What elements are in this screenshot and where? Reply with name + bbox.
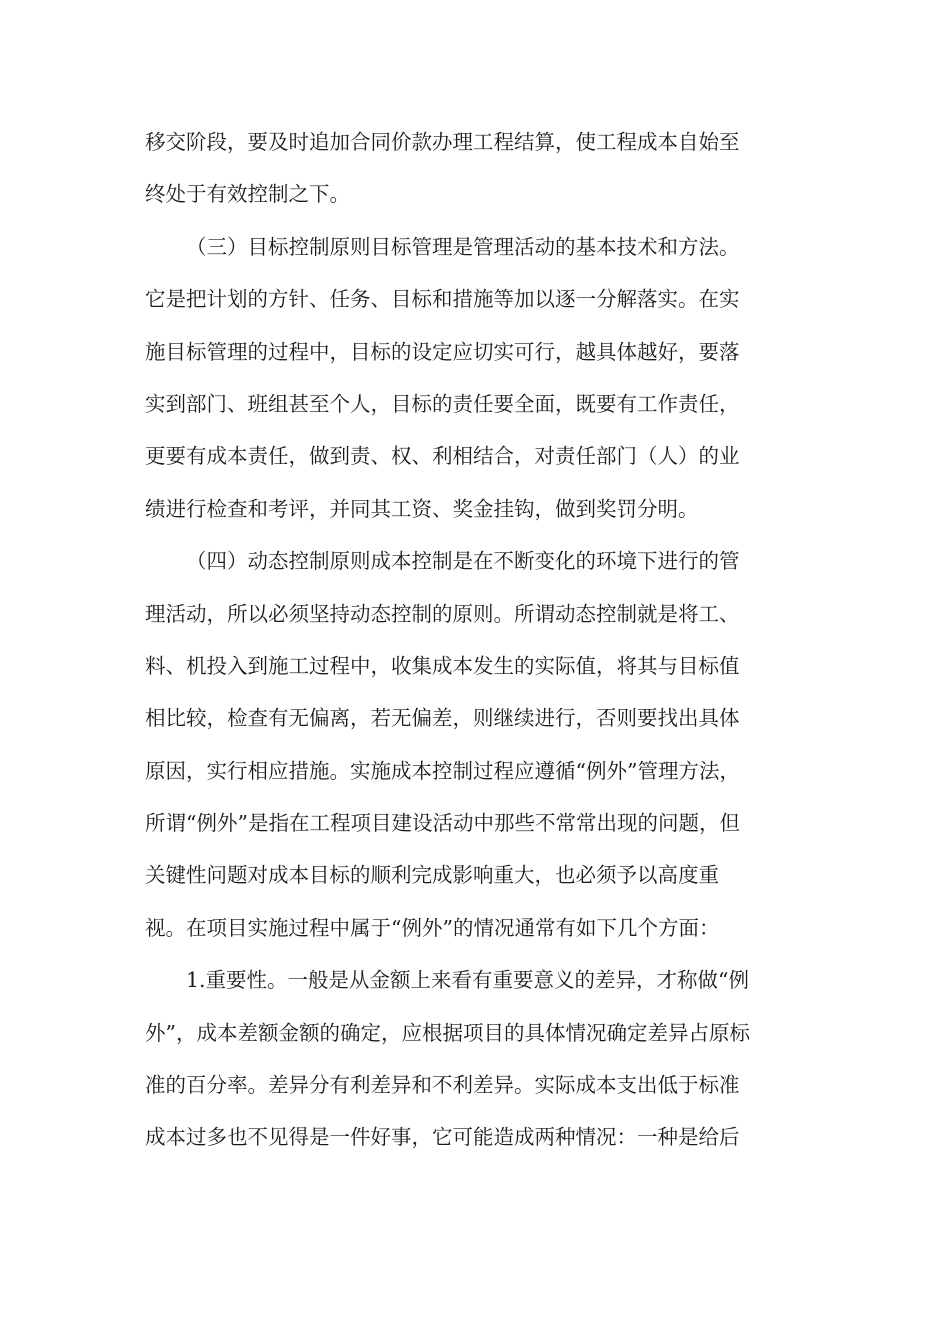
- text-line-1: 移交阶段，要及时追加合同价款办理工程结算，使工程成本自始至: [145, 130, 740, 154]
- text-line-11: 料、机投入到施工过程中，收集成本发生的实际值，将其与目标值: [145, 653, 740, 678]
- text-line-18: 外”，成本差额金额的确定，应根据项目的具体情况确定差异占原标: [145, 1020, 750, 1045]
- body-text: [145, 116, 805, 1164]
- text-line-4: 它是把计划的方针、任务、目标和措施等加以逐一分解落实。在实: [145, 287, 740, 312]
- text-line-16: 视。在项目实施过程中属于“例外”的情况通常有如下几个方面：: [145, 915, 720, 940]
- text-line-7: 更要有成本责任，做到责、权、利相结合，对责任部门（人）的业: [145, 444, 740, 469]
- text-line-15: 关键性问题对成本目标的顺利完成影响重大，也必须予以高度重: [145, 863, 719, 888]
- text-line-5: 施目标管理的过程中，目标的设定应切实可行，越具体越好，要落: [145, 339, 740, 364]
- text-line-8: 绩进行检查和考评，并同其工资、奖金挂钩，做到奖罚分明。: [145, 496, 699, 521]
- text-line-20: 成本过多也不见得是一件好事，它可能造成两种情况：一种是给后: [145, 1125, 740, 1150]
- text-line-9: （四）动态控制原则成本控制是在不断变化的环境下进行的管: [186, 549, 740, 574]
- text-line-2: 终处于有效控制之下。: [145, 182, 350, 207]
- text-line-3: （三）目标控制原则目标管理是管理活动的基本技术和方法。: [186, 234, 740, 259]
- text-line-14: 所谓“例外”是指在工程项目建设活动中那些不常常出现的问题，但: [145, 811, 740, 836]
- text-line-13: 原因，实行相应措施。实施成本控制过程应遵循“例外”管理方法，: [145, 758, 740, 783]
- text-line-12: 相比较，检查有无偏离，若无偏差，则继续进行，否则要找出具体: [145, 706, 740, 731]
- text-line-6: 实到部门、班组甚至个人，目标的责任要全面，既要有工作责任，: [145, 391, 740, 416]
- text-line-19: 准的百分率。差异分有利差异和不利差异。实际成本支出低于标准: [145, 1073, 740, 1098]
- text-line-10: 理活动，所以必须坚持动态控制的原则。所谓动态控制就是将工、: [145, 601, 740, 626]
- text-line-17: 1.重要性。一般是从金额上来看有重要意义的差异，才称做“例: [186, 968, 750, 993]
